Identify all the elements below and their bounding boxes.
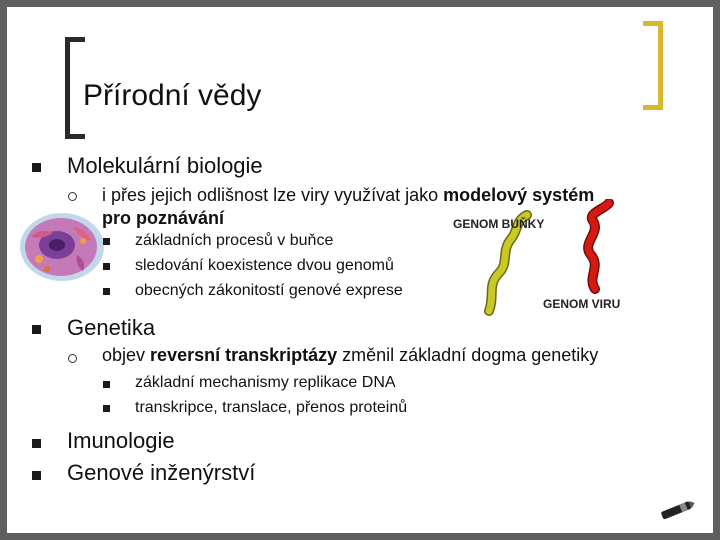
item-immunology: Imunologie xyxy=(67,428,175,453)
subitem-transcription: transkripce, translace, přenos proteinů xyxy=(135,399,408,416)
item-reverse-transcriptase xyxy=(102,345,598,366)
bullet-square-small xyxy=(103,263,110,270)
bold-span: reversní transkriptázy xyxy=(150,345,338,365)
subitem-coexistence: sledování koexistence dvou genomů xyxy=(135,257,394,274)
bullet-square-small xyxy=(103,238,110,245)
title-bracket-left xyxy=(65,37,85,139)
bullet-square xyxy=(32,163,41,172)
bullet-square-small xyxy=(103,288,110,295)
item-model-system-line2: pro poznávání xyxy=(102,208,225,228)
bullet-square-small xyxy=(103,381,110,388)
animal-cell-illustration xyxy=(17,207,107,285)
item-genetic-engineering: Genové inženýrství xyxy=(67,460,256,485)
bold-span: modelový systém xyxy=(443,185,595,205)
subitem-dna-replication: základní mechanismy replikace DNA xyxy=(135,374,396,391)
item-molecular-biology: Molekulární biologie xyxy=(67,153,263,178)
slide xyxy=(7,7,713,533)
cell-genome-label: GENOM BUŇKY xyxy=(453,217,545,231)
virus-genome-label: GENOM VIRU xyxy=(543,297,621,311)
bullet-ring xyxy=(68,354,77,363)
text-span: objev xyxy=(102,345,151,365)
subitem-gene-expression: obecných zákonitostí genové exprese xyxy=(135,282,403,299)
item-genetics: Genetika xyxy=(67,315,156,340)
bullet-square xyxy=(32,325,41,334)
subitem-basic-processes: základních procesů v buňce xyxy=(135,232,334,249)
text-span: změnil základní dogma genetiky xyxy=(337,345,599,365)
title-bracket-right xyxy=(643,21,663,110)
bullet-square xyxy=(32,471,41,480)
bullet-square xyxy=(32,439,41,448)
slide-title: Přírodní vědy xyxy=(83,79,262,112)
text-span: i přes jejich odlišnost lze viry využívat jako xyxy=(102,185,444,205)
pen-icon xyxy=(657,497,697,523)
item-model-system-line1 xyxy=(102,185,594,206)
bullet-square-small xyxy=(103,405,110,412)
bullet-ring xyxy=(68,192,77,201)
